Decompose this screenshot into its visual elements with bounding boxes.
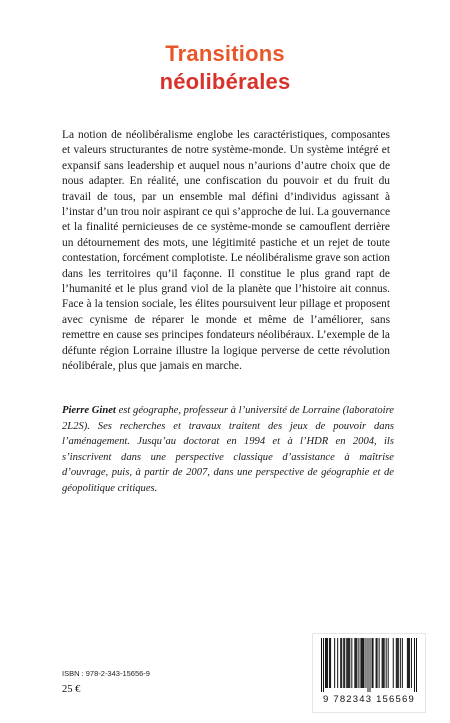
barcode-bar [363, 638, 364, 688]
book-summary: La notion de néolibéralisme englobe les caractéristiques, composantes et valeurs structurantes de notre système-monde. Un système intégré et expansif sans leadership et auquel nous n’aurions d’autre choix que de nous adapter. En réalité, une confiscation du pouvoir et du fruit du travail de tous, par un ensemble mal défini d’individus agissant à l’instar d’un trou noir aspirant ce qui s’approche de lui. La gouvernance et la finalité pernicieuses de ce système-monde se camouflent derrière un détournement des mots, une légitimité pastiche et un rejet de toute contestation, forcément complotiste. Le néolibéralisme grave son action dans les territoires qu’il façonne. Il constitue le plus grand rapt de l’humanité et le plus grand viol de la planète que l’histoire ait connus. Face à la tension sociale, les élites poursuivent leur pillage et proposent avec cynisme de réparer le monde et même de l’améliorer, sans remettre en cause ses principes fondateurs néolibéraux. L’exemple de la défunte région Lorraine illustre la logique perverse de cette révolution néolibérale, plus que jamais en marche. [62, 129, 391, 373]
barcode-bar [325, 638, 326, 688]
barcode-bar [373, 638, 374, 688]
barcode-bar [414, 638, 415, 692]
barcode-bar [408, 638, 409, 688]
barcode-bar [348, 638, 349, 688]
barcode-bar [327, 638, 328, 688]
author-name: Pierre Ginet [62, 405, 116, 416]
barcode [312, 633, 426, 713]
barcode-bar [326, 638, 327, 688]
barcode-bar [411, 638, 412, 688]
barcode-bar [402, 638, 403, 688]
barcode-bar [379, 638, 380, 688]
barcode-bars [321, 638, 417, 692]
title-line-1: Transitions [165, 41, 285, 66]
isbn-number: ISBN : 978-2-343-15656-9 [62, 669, 150, 678]
barcode-bar [376, 638, 377, 688]
barcode-bar [407, 638, 408, 688]
barcode-bar [386, 638, 387, 688]
book-title [0, 40, 450, 96]
barcode-bar [397, 638, 398, 688]
barcode-bar [360, 638, 361, 688]
barcode-bar [330, 638, 331, 688]
barcode-bar [323, 638, 324, 692]
barcode-bar [370, 638, 371, 692]
barcode-bar [341, 638, 342, 688]
barcode-bar [343, 638, 344, 688]
barcode-bar [351, 638, 352, 688]
barcode-bar [365, 638, 366, 688]
barcode-bar [361, 638, 362, 688]
author-bio-text: est géographe, professeur à l’université de Lorraine (laboratoire 2L2S). Ses recherches et travaux traitent des jeux de pouvoir dans l’aménagement. Jusqu’au doctorat en 1994 et à l’HDR en 2004, ils s’inscrivent dans une perspective classique d’assistance à maîtrise d’ouvrage, puis, à partir de 2007, dans une perspective de géographie et de géopolitique critiques. [62, 405, 395, 494]
barcode-bar [334, 638, 335, 688]
barcode-bar [372, 638, 373, 688]
barcode-bar [358, 638, 359, 688]
author-bio [62, 403, 394, 497]
barcode-bar [377, 638, 378, 688]
barcode-bar [346, 638, 347, 688]
barcode-bar [384, 638, 385, 688]
barcode-bar [329, 638, 330, 688]
barcode-bar [393, 638, 394, 688]
barcode-bar [362, 638, 363, 688]
barcode-bar [416, 638, 417, 692]
barcode-bar [354, 638, 355, 688]
barcode-bar [367, 638, 368, 692]
barcode-bar [321, 638, 322, 692]
barcode-bar [340, 638, 341, 688]
barcode-bar [383, 638, 384, 688]
barcode-bar [398, 638, 399, 688]
barcode-bar [356, 638, 357, 688]
price: 25 € [62, 684, 81, 695]
barcode-bar [337, 638, 338, 688]
barcode-bar [349, 638, 350, 688]
barcode-bar [355, 638, 356, 688]
barcode-bar [347, 638, 348, 688]
barcode-bar [388, 638, 389, 688]
barcode-bar [344, 638, 345, 688]
barcode-bar [382, 638, 383, 688]
barcode-bar [409, 638, 410, 688]
barcode-bar [396, 638, 397, 688]
title-line-2: néolibérales [159, 69, 291, 94]
barcode-bar [400, 638, 401, 688]
barcode-digits: 9 782343 156569 [323, 694, 415, 705]
